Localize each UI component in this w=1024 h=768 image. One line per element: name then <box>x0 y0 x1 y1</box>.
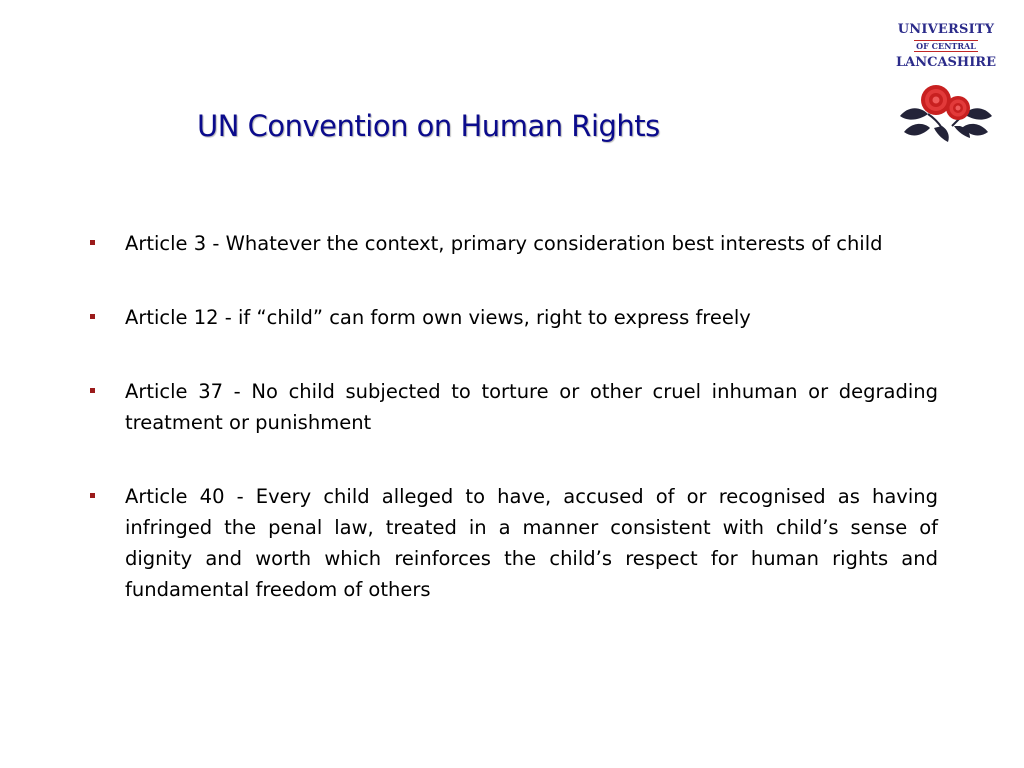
list-item-article-12 <box>90 302 938 333</box>
article-label: Article 40 - <box>125 485 256 508</box>
bullet-marker-icon <box>90 314 95 319</box>
logo-line-of-central: OF CENTRAL <box>916 41 976 51</box>
bullet-marker-icon <box>90 493 95 498</box>
article-label: Article 12 - <box>125 306 239 329</box>
article-text: Whatever the context, primary consideration best interests of child <box>225 232 883 255</box>
logo-line-university: UNIVERSITY <box>897 22 995 37</box>
list-item-article-40 <box>90 481 938 605</box>
articles-list <box>90 228 938 648</box>
logo-rule-bottom <box>914 51 978 52</box>
article-text: No child subjected to torture or other cruel inhuman or degrading treatment or punishment <box>125 380 938 434</box>
list-item-article-3 <box>90 228 938 259</box>
article-text: if “child” can form own views, right to express freely <box>238 306 751 329</box>
article-text: Every child alleged to have, accused of or recognised as having infringed the penal law, treated in a manner consistent with child’s sense of dignity and worth which reinforces the child’s respect for human rights and fundamental freedom of others <box>125 485 938 601</box>
bullet-marker-icon <box>90 240 95 245</box>
bullet-marker-icon <box>90 388 95 393</box>
article-label: Article 3 - <box>125 232 226 255</box>
list-item-article-37 <box>90 376 938 438</box>
university-logo <box>888 18 1004 146</box>
logo-line-lancashire: LANCASHIRE <box>895 55 996 70</box>
red-rose-icon <box>894 76 998 142</box>
article-label: Article 37 - <box>125 380 252 403</box>
slide-title: UN Convention on Human Rights <box>197 109 660 143</box>
